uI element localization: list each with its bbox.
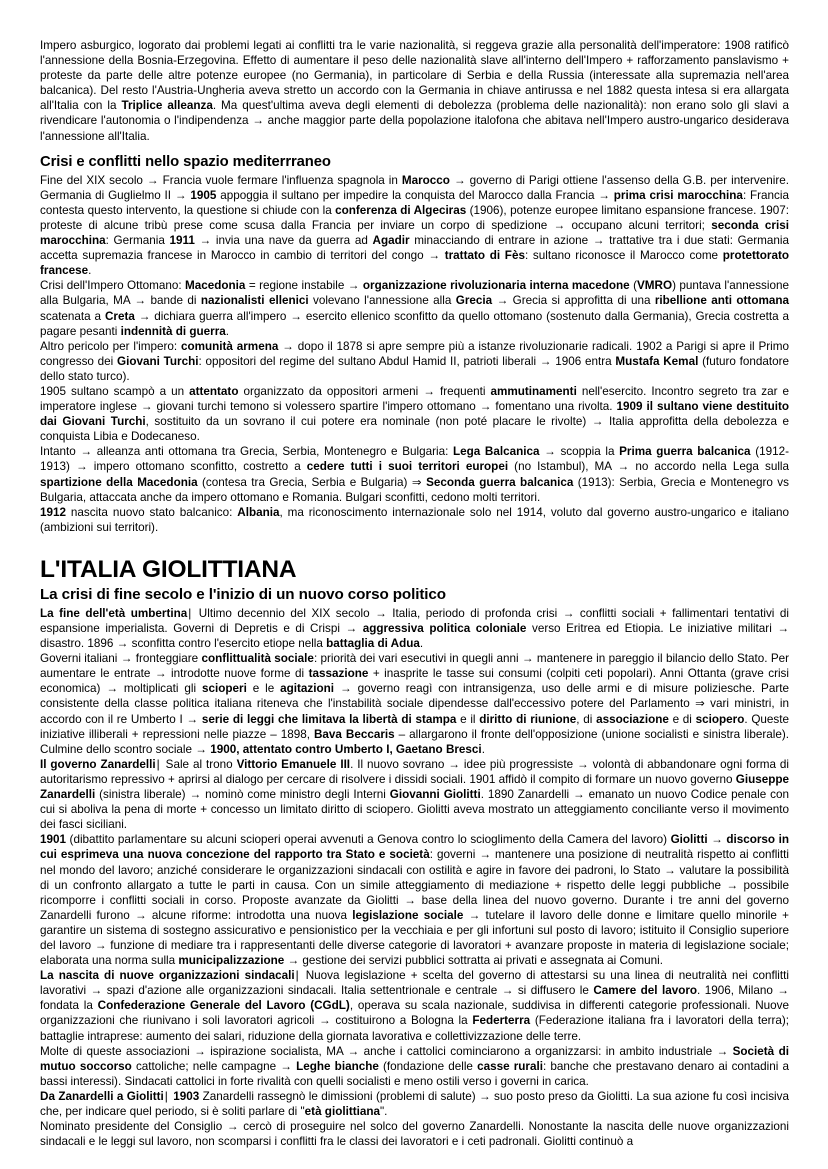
body-text: : oppositori del regime del sultano Abdul Hamid II, patrioti liberali → 1906 entra bbox=[198, 354, 616, 368]
emphasis-text: discorso in cui esprimeva una nuova concezione del rapporto tra Stato e società bbox=[40, 833, 789, 862]
body-text: , di bbox=[576, 712, 597, 726]
body-text: : governi → mantenere una posizione di neutralità rispetto ai conflitti nel mondo del lavoro; anziché considerare le organizzazioni sindacali con ostilità e agire in favore dei padroni, lo Stato → valutare la possibilità di un confronto allargato a tutte le parti in causa. Con un simile atteggiamento di mediazione + rispetto delle leggi pubbliche → possibile ricomporre i conflitti sociali in corso. Proposte avanzate da Giolitti → base della linea del nuovo governo. Durante i tre anni del governo Zanardelli furono → alcune riforme: introdotta una nuova bbox=[40, 848, 789, 922]
body-text: : Germania bbox=[105, 234, 170, 248]
emphasis-text: Società di mutuo soccorso bbox=[40, 1044, 789, 1073]
emphasis-text: tassazione bbox=[308, 667, 369, 681]
body-text: . 1890 Zanardelli → emanato un nuovo Codice penale con cui si aboliva la pena di morte + concesso un limitato diritto di sciopero. Giolitti aveva mostrato un atteggiamento conciliante verso il movimento dei fasci siciliani. bbox=[40, 788, 789, 832]
body-text: Altro pericolo per l'impero: bbox=[40, 339, 181, 353]
body-text: verso Eritrea ed Etiopia. Le iniziative militari → disastro. 1896 → sconfitta contro l'esercito etiope nella bbox=[40, 622, 790, 651]
sub-heading: La crisi di fine secolo e l'inizio di un nuovo corso politico bbox=[40, 585, 446, 603]
body-text: . bbox=[481, 742, 485, 756]
emphasis-text: organizzazione rivoluzionaria interna macedone bbox=[362, 279, 630, 293]
body-text: (Federazione italiana fra i lavoratori della terra); battaglie intraprese: aumento dei salari, riduzione della giornata lavorativa e collettivizzazione delle terre. bbox=[40, 1014, 789, 1043]
body-text: Intanto → alleanza anti ottomana tra Grecia, Serbia, Montenegro e Bulgaria: bbox=[40, 445, 453, 459]
body-text: appoggia il sultano per impedire la conquista del Marocco dalla Francia → bbox=[216, 188, 614, 202]
body-text: e le bbox=[246, 682, 281, 696]
emphasis-text: Creta bbox=[104, 309, 135, 323]
emphasis-text: 1909 il sultano viene destituito dai Giovani Turchi bbox=[40, 400, 789, 429]
body-text: (sinistra liberale) → nominò come ministro degli Interni bbox=[95, 788, 390, 802]
paragraph bbox=[40, 339, 789, 384]
body-text: (dibattito parlamentare su alcuni scioperi operai avvenuti a Genova contro lo scioglimento della Camera del lavoro) bbox=[66, 833, 671, 847]
emphasis-text: Federterra bbox=[472, 1014, 531, 1028]
paragraph bbox=[40, 1119, 789, 1149]
paragraph bbox=[40, 444, 789, 504]
body-text: → Grecia si approfitta di una bbox=[492, 294, 655, 308]
body-text: : banche che prestavano denaro ai contadini a bassi interessi). Sindacati cattolici in forte rivalità con quelli socialisti e meno ostili verso i governi in carica. bbox=[40, 1059, 789, 1088]
emphasis-text: spartizione della Macedonia bbox=[40, 475, 198, 489]
body-text: → scoppia la bbox=[539, 445, 620, 459]
body-text: : Francia contesta questo intervento, la questione si chiude con la bbox=[40, 188, 789, 217]
body-text: . Il nuovo sovrano → idee più progressiste → volontà di abbandonare ogni forma di autoritarismo repressivo + aprirsi al dialogo per cercare di risolvere i dissidi sociali. 1901 affidò il compito di formare un nuovo governo bbox=[40, 757, 790, 786]
emphasis-text: Giovanni Giolitti bbox=[389, 788, 481, 802]
emphasis-text: Giuseppe Zanardelli bbox=[40, 772, 789, 802]
body-text: , sostituito da un sovrano il cui potere era nominale (non poté placare le rivolte) → Italia approfitta della debolezza e conquista Libia e Dodecaneso. bbox=[40, 415, 789, 444]
emphasis-text: Agadir bbox=[372, 234, 410, 248]
body-text: organizzato da oppositori armeni → frequenti bbox=[238, 384, 491, 398]
paragraph bbox=[40, 38, 789, 144]
emphasis-text: Grecia bbox=[455, 294, 493, 308]
body-text: Impero asburgico, logorato dai problemi legati ai conflitti tra le varie nazionalità, si reggeva grazie alla personalità dell'imperatore: 1908 ratificò l'annessione della Bosnia-Erzegovina. Effetto di aumentare il peso delle nazionalità slave all'interno dell'Impero + rafforzamento panslavismo + proteste da parte delle altre potenze europee (no Germania), in particolare di Serbia e della Russia (interessate alla supremazia nell'area balcanica). Del resto l'Austria-Ungheria aveva stretto un accordo con la Germania in chiave antirussa e nel 1882 questa intesa si era allargata all'Italia con la bbox=[40, 39, 789, 113]
body-text: 1905 sultano scampò a un bbox=[40, 384, 190, 398]
body-text: ". bbox=[380, 1105, 388, 1118]
paragraph bbox=[40, 832, 789, 968]
paragraph bbox=[40, 1089, 789, 1119]
emphasis-text: Lega Balcanica bbox=[452, 445, 540, 459]
body-text: e di bbox=[668, 712, 696, 726]
body-text: = regione instabile → bbox=[245, 279, 363, 293]
body-text: → governo di Parigi ottiene l'assenso della G.B. per intervenire. Germania di Guglielmo II → bbox=[40, 173, 789, 202]
emphasis-text: Prima guerra balcanica bbox=[619, 445, 751, 459]
emphasis-text: Camere del lavoro bbox=[593, 984, 698, 998]
emphasis-text: conflittualità sociale bbox=[201, 652, 314, 666]
paragraph-lead-in: La nascita di nuove organizzazioni sindacali bbox=[40, 969, 295, 983]
emphasis-text: agitazioni bbox=[280, 682, 335, 696]
body-text: → tutelare il lavoro delle donne e limitare quello minorile + garantire un sistema di sostegno assicurativo e pensionistico per la vecchiaia e per gli infortuni sul posto di lavoro; istituito il Consiglio superiore del lavoro → funzione di mediare tra i rappresentanti delle diverse categorie di lavoratori + avanzare proposte in materia di legislazione sociale; elaborata una norma sulla bbox=[40, 908, 789, 968]
lead-in-separator: | bbox=[188, 606, 192, 620]
body-text: + inasprite le tasse sui consumi (colpiti ceti popolari). Anni Ottanta (grave crisi economica) → moltiplicati gli bbox=[40, 667, 789, 696]
paragraph bbox=[40, 505, 789, 535]
emphasis-text: Giolitti bbox=[670, 833, 708, 847]
body-text: → dichiara guerra all'impero → esercito ellenico sconfitto da quello ottomano (sostenuto dalla Germania), Grecia costretta a pagare pesanti bbox=[40, 309, 789, 338]
body-text: cattoliche; nelle campagne → bbox=[131, 1059, 297, 1073]
body-text: (contesa tra Grecia, Serbia e Bulgaria) ⇒ bbox=[197, 475, 427, 489]
emphasis-text: nazionalisti ellenici bbox=[200, 294, 309, 308]
emphasis-text: 1912 bbox=[40, 505, 67, 519]
body-text: e il bbox=[456, 712, 480, 726]
emphasis-text: cedere tutti i suoi territori europei bbox=[306, 460, 509, 474]
emphasis-text: attentato bbox=[189, 384, 239, 398]
paragraph-lead-in: La fine dell'età umbertina bbox=[40, 606, 188, 620]
paragraph bbox=[40, 384, 789, 444]
body-text: (futuro fondatore dello stato turco). bbox=[40, 354, 789, 383]
body-text: . bbox=[225, 324, 230, 338]
section-heading: Crisi e conflitti nello spazio mediterrraneo bbox=[40, 153, 331, 170]
emphasis-text: associazione bbox=[596, 712, 669, 726]
emphasis-text: sciopero bbox=[695, 712, 745, 726]
emphasis-text: casse rurali bbox=[477, 1059, 543, 1073]
body-text: , operava su scala nazionale, suddivisa in differenti categorie professionali. Nuove organizzazioni che riunivano i soli lavoratori agricoli → costituirono a Bologna la bbox=[40, 999, 789, 1028]
lead-in-separator: | bbox=[164, 1089, 168, 1103]
emphasis-text: aggressiva politica coloniale bbox=[362, 622, 527, 635]
emphasis-text: diritto di riunione bbox=[479, 712, 577, 726]
body-text: (no Istambul), MA → no accordo nella Lega sulla bbox=[508, 460, 790, 474]
paragraph bbox=[40, 651, 789, 757]
lead-in-separator: | bbox=[156, 757, 160, 771]
emphasis-text: municipalizzazione bbox=[178, 954, 285, 968]
emphasis-text: trattato di Fès bbox=[444, 249, 525, 263]
body-text: → gestione dei servizi pubblici sottratta ai privati e assegnata ai Comuni. bbox=[284, 954, 663, 968]
paragraph-lead-in: Da Zanardelli a Giolitti bbox=[40, 1089, 164, 1103]
body-text: minacciando di entrare in azione → trattative tra i due stati: Germania accetta supremazia francese in Marocco in cambio di territori del congo → bbox=[40, 234, 789, 263]
body-text: scatenata a bbox=[40, 309, 105, 323]
emphasis-text: 1905 bbox=[190, 188, 217, 202]
body-text: Crisi dell'Impero Ottomano: bbox=[40, 279, 185, 293]
emphasis-text: Mustafa Kemal bbox=[615, 354, 699, 368]
emphasis-text: Vittorio Emanuele III bbox=[236, 757, 351, 771]
body-text: (1913): Serbia, Grecia e Montenegro vs Bulgaria, attaccata anche da impero ottomano e Romania. Bulgari sconfitti, cedono molti territori. bbox=[40, 475, 789, 504]
body-text: → governo reagì con intransigenza, uso delle armi e di misure poliziesche. Parte consistente della classe politica italiana riteneva che l'instabilità sociale dipendesse dall'eccessivo potere del Parlamento ⇒ vari ministri, in accordo con il re Umberto I → bbox=[40, 682, 789, 726]
emphasis-text: indennità di guerra bbox=[120, 324, 226, 338]
emphasis-text: scioperi bbox=[202, 682, 247, 696]
paragraph bbox=[40, 173, 789, 279]
body-text: Sale al trono bbox=[161, 757, 237, 771]
emphasis-text: VMRO bbox=[637, 279, 673, 293]
body-text: → dopo il 1878 si apre sempre più a istanze rivoluzionarie radicali. 1902 a Parigi si apre il Primo congresso dei bbox=[40, 339, 789, 368]
body-text: ) puntava l'annessione alla Bulgaria, MA → bande di bbox=[40, 279, 789, 308]
body-text: (1906), potenze europee limitano espansione francese. 1907: proteste di alcune tribù prese come scusa dalla Francia per inviare un corpo di spedizione → occupano alcuni territori; bbox=[40, 203, 789, 232]
body-text: (1912-1913) → impero ottomano sconfitto, costretto a bbox=[40, 445, 789, 474]
emphasis-text: protettorato francese bbox=[40, 249, 789, 278]
emphasis-text: Macedonia bbox=[185, 279, 246, 293]
body-text: nell'esercito. Incontro segreto tra zar e imperatore inglese → giovani turchi temono si volessero spartire l'impero ottomano → fomentano una rivolta. bbox=[40, 384, 789, 414]
emphasis-text: Marocco bbox=[401, 173, 450, 187]
emphasis-text: legislazione sociale bbox=[352, 908, 464, 922]
body-text: Governi italiani → fronteggiare bbox=[40, 652, 202, 666]
paragraph bbox=[40, 606, 789, 651]
body-text: : sultano riconosce il Marocco come bbox=[524, 249, 723, 263]
emphasis-text: ribellione anti ottomana bbox=[654, 294, 789, 308]
emphasis-text: conferenza di Algeciras bbox=[335, 203, 467, 217]
emphasis-text: seconda crisi marocchina bbox=[40, 218, 789, 248]
body-text: Zanardelli rassegnò le dimissioni (problemi di salute) → suo posto preso da Giolitti. La sua azione fu così incisiva che, per indicare quel periodo, si è soliti parlare di " bbox=[40, 1089, 789, 1118]
emphasis-text: 1903 bbox=[173, 1089, 200, 1103]
paragraph bbox=[40, 757, 789, 832]
emphasis-text: battaglia di Adua bbox=[326, 637, 420, 651]
body-text: : priorità dei vari esecutivi in quegli anni → mantenere in pareggio il bilancio dello Stato. Per aumentare le entrate → introdotte nuove forme di bbox=[40, 652, 790, 681]
body-text: . Ma quest'ultima aveva degli elementi di debolezza (problema delle nazionalità): non erano solo gli slavi a rivendicare l'autonomia o l'indipendenza → anche maggior parte della popolazione italofona che abitava nell'Impero austro-ungarico desiderava l'annessione all'Italia. bbox=[40, 99, 789, 143]
emphasis-text: età giolittiana bbox=[304, 1105, 381, 1118]
body-text: Fine del XIX secolo → Francia vuole fermare l'influenza spagnola in bbox=[40, 173, 402, 187]
emphasis-text: serie di leggi che limitava la libertà di stampa bbox=[201, 712, 457, 726]
body-text: Nominato presidente del Consiglio → cercò di proseguire nel solco del governo Zanardelli. Nonostante la nascita delle nuove organizzazioni sindacali e le leggi sul lavoro, non scomparsi i conflitti fra le classi dei lavoratori e i ceti padronali. Giolitti continuò a bbox=[40, 1120, 789, 1149]
body-text: – allargarono il fronte dell'opposizione (unione socialisti e sinistra liberale). Culmine dello scontro sociale → bbox=[40, 727, 789, 756]
emphasis-text: 1911 bbox=[169, 234, 195, 248]
body-text: . bbox=[419, 637, 424, 651]
emphasis-text: 1901 bbox=[40, 833, 67, 847]
emphasis-text: comunità armena bbox=[180, 339, 279, 353]
emphasis-text: Triplice alleanza bbox=[121, 99, 213, 113]
body-text: , ma riconoscimento internazionale solo nel 1914, voluto dal governo austro-ungarico e italiano (ambizioni sui territori). bbox=[40, 505, 790, 534]
body-text: volevano l'annessione alla bbox=[308, 294, 456, 308]
body-text: . Queste iniziative illiberali + repressioni nelle piazze – 1898, bbox=[40, 712, 790, 741]
emphasis-text: ammutinamenti bbox=[490, 384, 577, 398]
emphasis-text: Bava Beccaris bbox=[313, 727, 395, 741]
paragraph-lead-in: Il governo Zanardelli bbox=[40, 757, 156, 771]
emphasis-text: Albania bbox=[237, 505, 280, 519]
body-text: Ultimo decennio del XIX secolo → Italia, periodo di profonda crisi → conflitti sociali + fallimentari tentativi di espansione imperialista. Governi di Depretis e di Crispi → bbox=[40, 606, 789, 635]
emphasis-text: Seconda guerra balcanica bbox=[426, 475, 574, 489]
paragraph bbox=[40, 968, 789, 1043]
body-text: Molte di queste associazioni → ispirazione socialista, MA → anche i cattolici cominciarono a organizzarsi: in ambito industriale → bbox=[40, 1044, 733, 1058]
emphasis-text: Leghe bianche bbox=[296, 1059, 379, 1073]
body-text: ( bbox=[629, 279, 637, 293]
body-text: Nuova legislazione + scelta del governo di attestarsi su una linea di neutralità nei conflitti lavorativi → spazi d'azione alle organizzazioni sindacali. Italia settentrionale e centrale → si diffusero le bbox=[40, 969, 789, 998]
document-body bbox=[40, 38, 789, 1149]
body-text: . 1906, Milano → fondata la bbox=[40, 984, 789, 1013]
emphasis-text: 1900, attentato contro Umberto I, Gaetano Bresci bbox=[210, 742, 482, 756]
body-text: nascita nuovo stato balcanico: bbox=[66, 505, 238, 519]
emphasis-text: Confederazione Generale del Lavoro (CGdL) bbox=[97, 999, 350, 1013]
lead-in-separator: | bbox=[295, 969, 299, 983]
major-heading: L'ITALIA GIOLITTIANA bbox=[40, 555, 297, 583]
body-text: . bbox=[88, 264, 92, 278]
body-text: → bbox=[707, 833, 727, 847]
emphasis-text: Giovani Turchi bbox=[117, 354, 199, 368]
paragraph bbox=[40, 278, 789, 338]
body-text: (fondazione delle bbox=[378, 1059, 478, 1073]
body-text: → invia una nave da guerra ad bbox=[194, 234, 373, 248]
paragraph bbox=[40, 1044, 789, 1089]
emphasis-text: prima crisi marocchina bbox=[613, 188, 743, 202]
